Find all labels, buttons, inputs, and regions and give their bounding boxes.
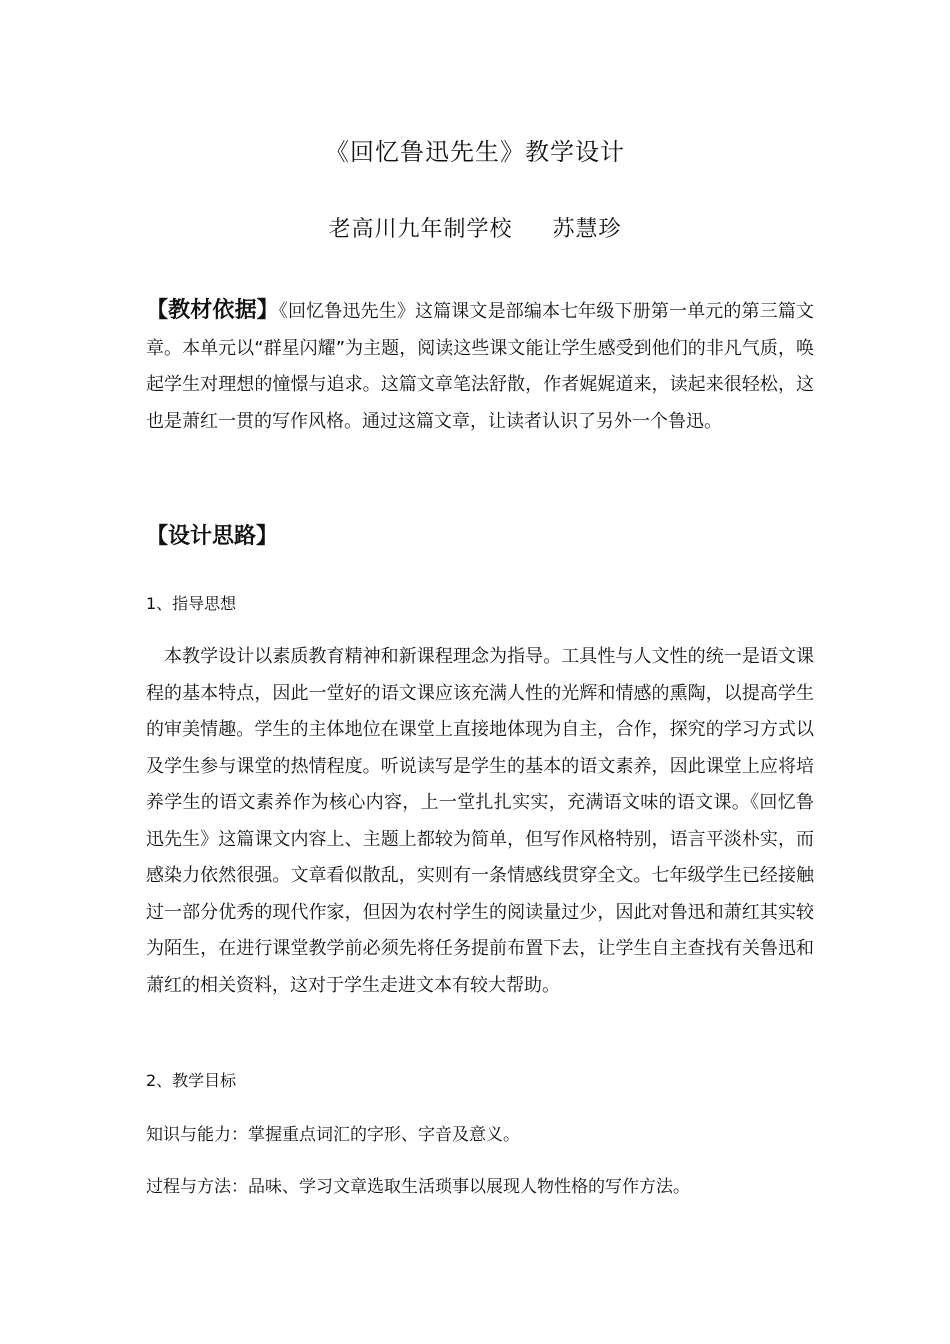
goal-process: 过程与方法：品味、学习文章选取生活琐事以展现人物性格的写作方法。 [146,1177,690,1197]
subsection-guiding-heading: 1、指导思想 [146,594,237,613]
author-name: 苏慧珍 [552,217,622,242]
subsection-goals-heading: 2、教学目标 [146,1071,237,1090]
author-line [0,215,950,245]
section-design-heading: 【设计思路】 [146,524,279,549]
author-school: 老高川九年制学校 [328,217,513,242]
subsection-guiding-text: 本教学设计以素质教育精神和新课程理念为指导。工具性与人文性的统一是语文课程的基本特点，因此一堂好的语文课应该充满人性的光辉和情感的熏陶，以提高学生的审美情趣。学生的主体地位在课堂上直接地体现为自主，合作，探究的学习方式以及学生参与课堂的热情程度。听说读写是学生的基本的语文素养，因此课堂上应将培养学生的语文素养作为核心内容，上一堂扎扎实实，充满语文味的语文课。《回忆鲁迅先生》这篇课文内容上、主题上都较为简单，但写作风格特别，语言平淡朴实，而感染力依然很强。文章看似散乱，实则有一条情感线贯穿全文。七年级学生已经接触过一部分优秀的现代作家，但因为农村学生的阅读量过少，因此对鲁迅和萧红其实较为陌生，在进行课堂教学前必须先将任务提前布置下去，让学生自主查找有关鲁迅和萧红的相关资料，这对于学生走进文本有较大帮助。 [146,646,814,996]
goal-knowledge: 知识与能力：掌握重点词汇的字形、字音及意义。 [146,1125,520,1145]
document-title: 《回忆鲁迅先生》教学设计 [325,138,625,166]
section-basis [146,293,814,440]
section-basis-text: 《回忆鲁迅先生》这篇课文是部编本七年级下册第一单元的第三篇文章。本单元以“群星闪耀”为主题，阅读这些课文能让学生感受到他们的非凡气质，唤起学生对理想的憧憬与追求。这篇文章笔法舒散，作者娓娓道来，读起来很轻松，这也是萧红一贯的写作风格。通过这篇文章，让读者认识了另外一个鲁迅。 [146,301,814,432]
section-basis-heading: 【教材依据】 [146,298,279,323]
